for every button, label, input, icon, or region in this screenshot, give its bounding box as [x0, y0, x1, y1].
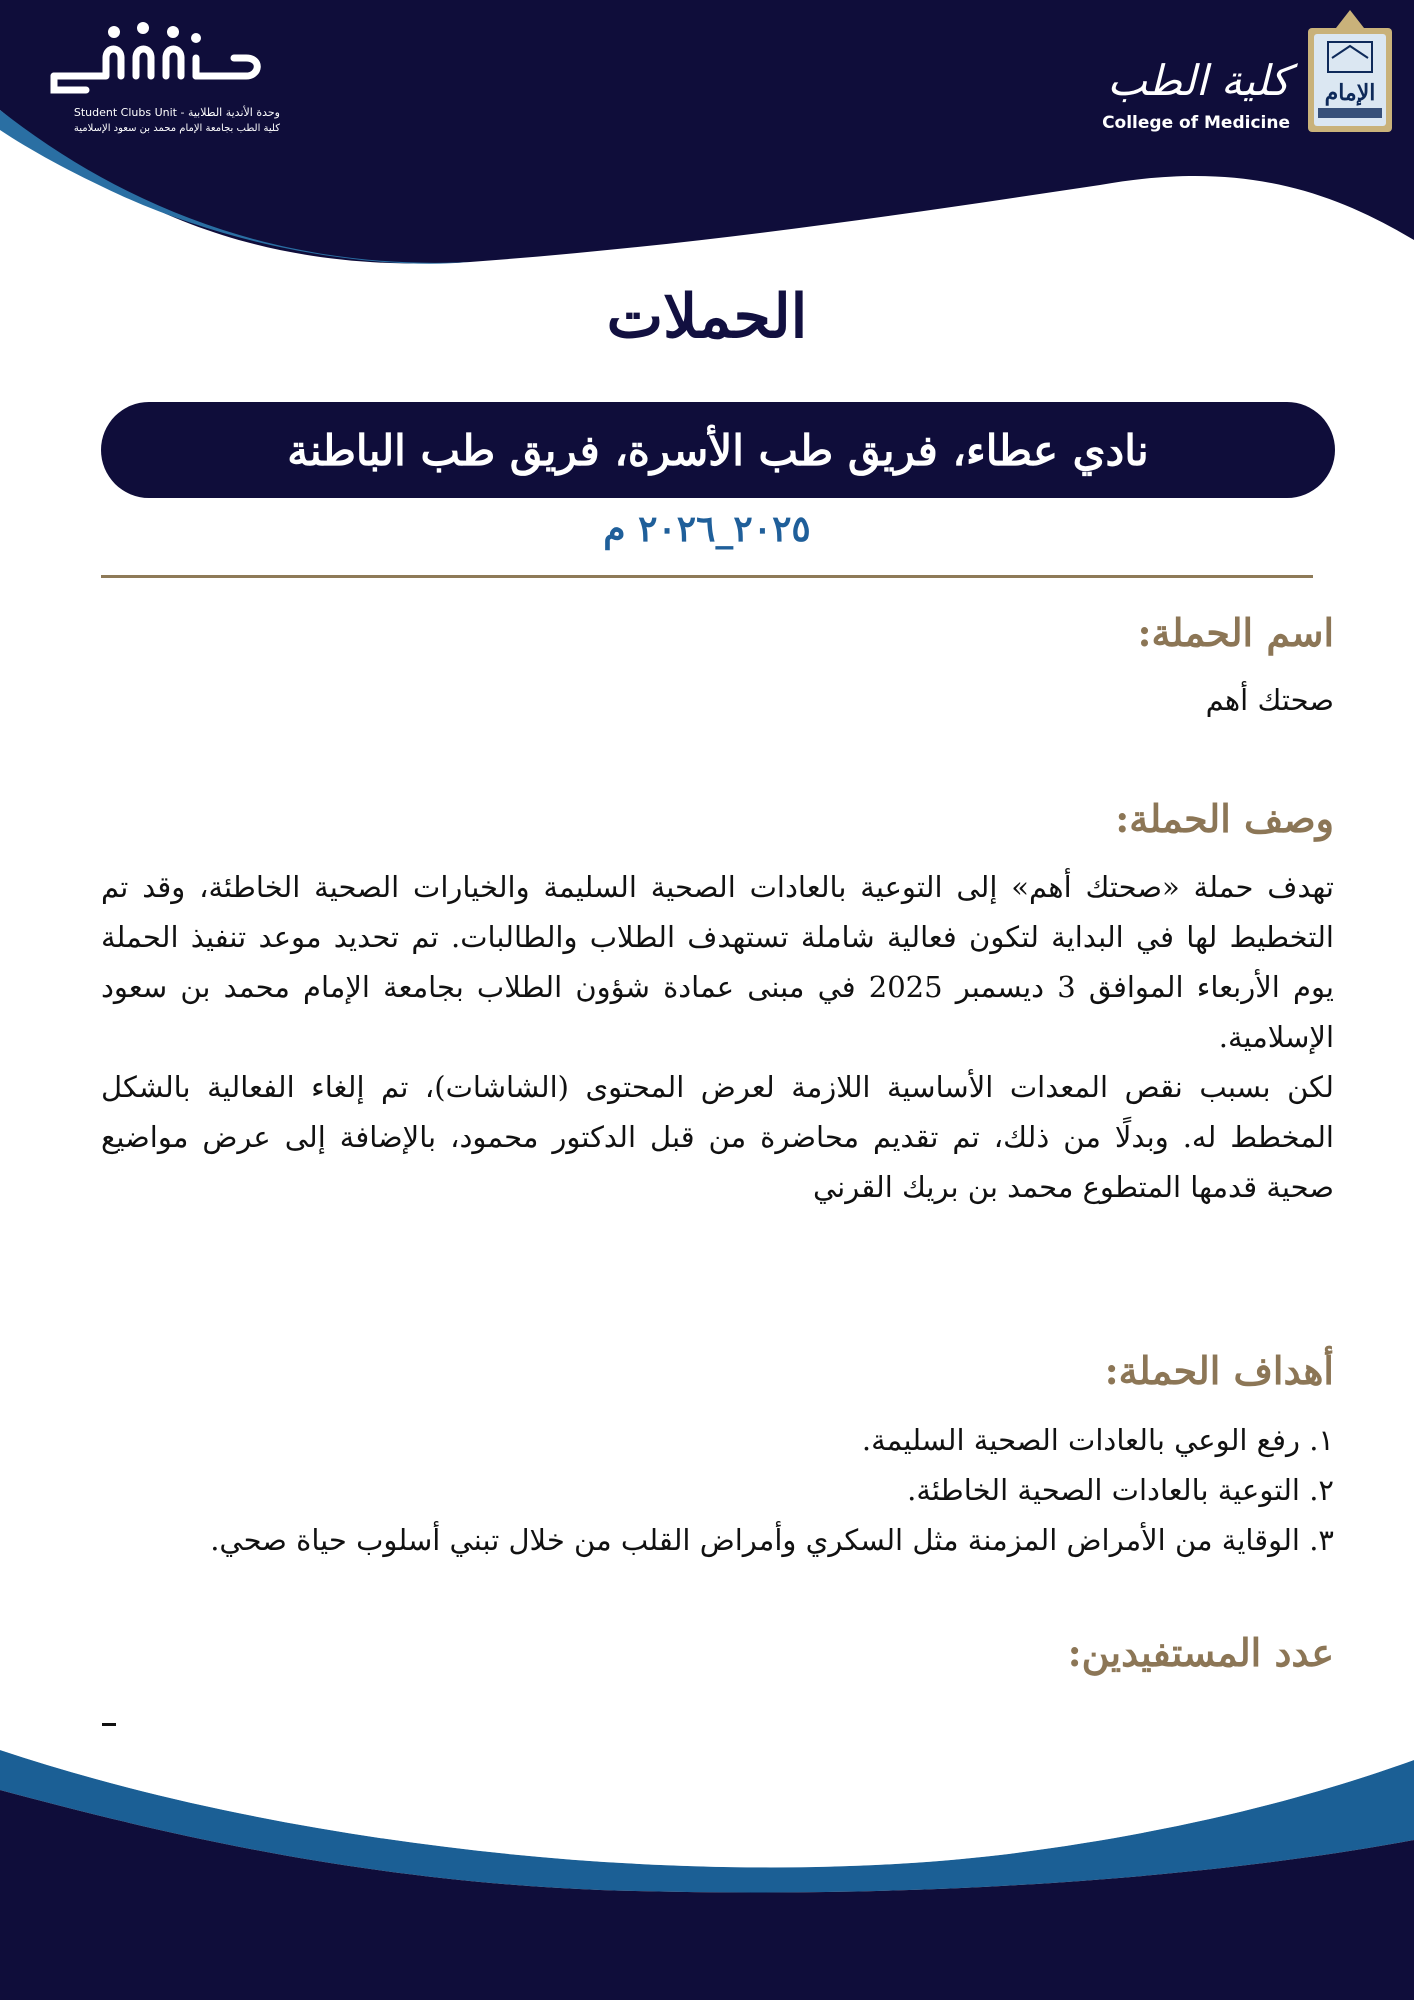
goal-item: ٣. الوقاية من الأمراض المزمنة مثل السكري وأمراض القلب من خلال تبني أسلوب حياة صحي. — [210, 1523, 1334, 1557]
page-title: الحملات — [606, 282, 808, 352]
goal-item: ١. رفع الوعي بالعادات الصحية السليمة. — [861, 1423, 1334, 1457]
campaign-description-heading: وصف الحملة: — [1115, 796, 1334, 841]
divider-line — [101, 575, 1313, 578]
university-emblem-icon — [1306, 8, 1394, 134]
campaign-goals-list — [210, 1415, 1334, 1565]
beneficiaries-heading: عدد المستفيدين: — [1067, 1630, 1334, 1675]
beneficiaries-value — [102, 1723, 116, 1726]
organizers-banner — [101, 402, 1335, 498]
college-logo-arabic-text: كلية الطب — [1107, 56, 1290, 105]
student-clubs-logo — [40, 18, 280, 143]
campaign-goals-heading: أهداف الحملة: — [1104, 1348, 1334, 1393]
description-paragraph-2: لكن بسبب نقص المعدات الأساسية اللازمة لعرض المحتوى (الشاشات)، تم إلغاء الفعالية بالشكل المخطط له. وبدلًا من ذلك، تم تقديم محاضرة من قبل الدكتور محمود، بالإضافة إلى عرض مواضيع صحية قدمها المتطوع محمد بن بريك القرني — [101, 1070, 1334, 1204]
organizers-banner-text: نادي عطاء، فريق طب الأسرة، فريق طب الباطنة — [287, 425, 1149, 475]
college-of-medicine-logo — [1064, 8, 1394, 138]
campaign-name-heading: اسم الحملة: — [1137, 610, 1334, 655]
clubs-logo-mark — [46, 18, 276, 103]
campaign-description — [101, 862, 1334, 1212]
campaign-name-value: صحتك أهم — [1205, 683, 1334, 717]
clubs-logo-english-text: Student Clubs Unit - وحدة الأندية الطلابية — [73, 106, 280, 119]
goal-item: ٢. التوعية بالعادات الصحية الخاطئة. — [907, 1473, 1334, 1507]
emblem-caption: الإمام — [1324, 80, 1376, 106]
clubs-logo-arabic-text: كلية الطب بجامعة الإمام محمد بن سعود الإسلامية — [73, 123, 280, 134]
description-paragraph-1: تهدف حملة «صحتك أهم» إلى التوعية بالعادات الصحية السليمة والخيارات الصحية الخاطئة، وقد تم التخطيط لها في البداية لتكون فعالية شاملة تستهدف الطلاب والطالبات. تم تحديد موعد تنفيذ الحملة يوم الأربعاء الموافق 3 ديسمبر 2025 في مبنى عمادة شؤون الطلاب بجامعة الإمام محمد بن سعود الإسلامية. — [101, 870, 1335, 1054]
academic-year: ٢٠٢٥_٢٠٢٦ م — [603, 508, 811, 550]
college-logo-english-text: College of Medicine — [1102, 113, 1290, 133]
